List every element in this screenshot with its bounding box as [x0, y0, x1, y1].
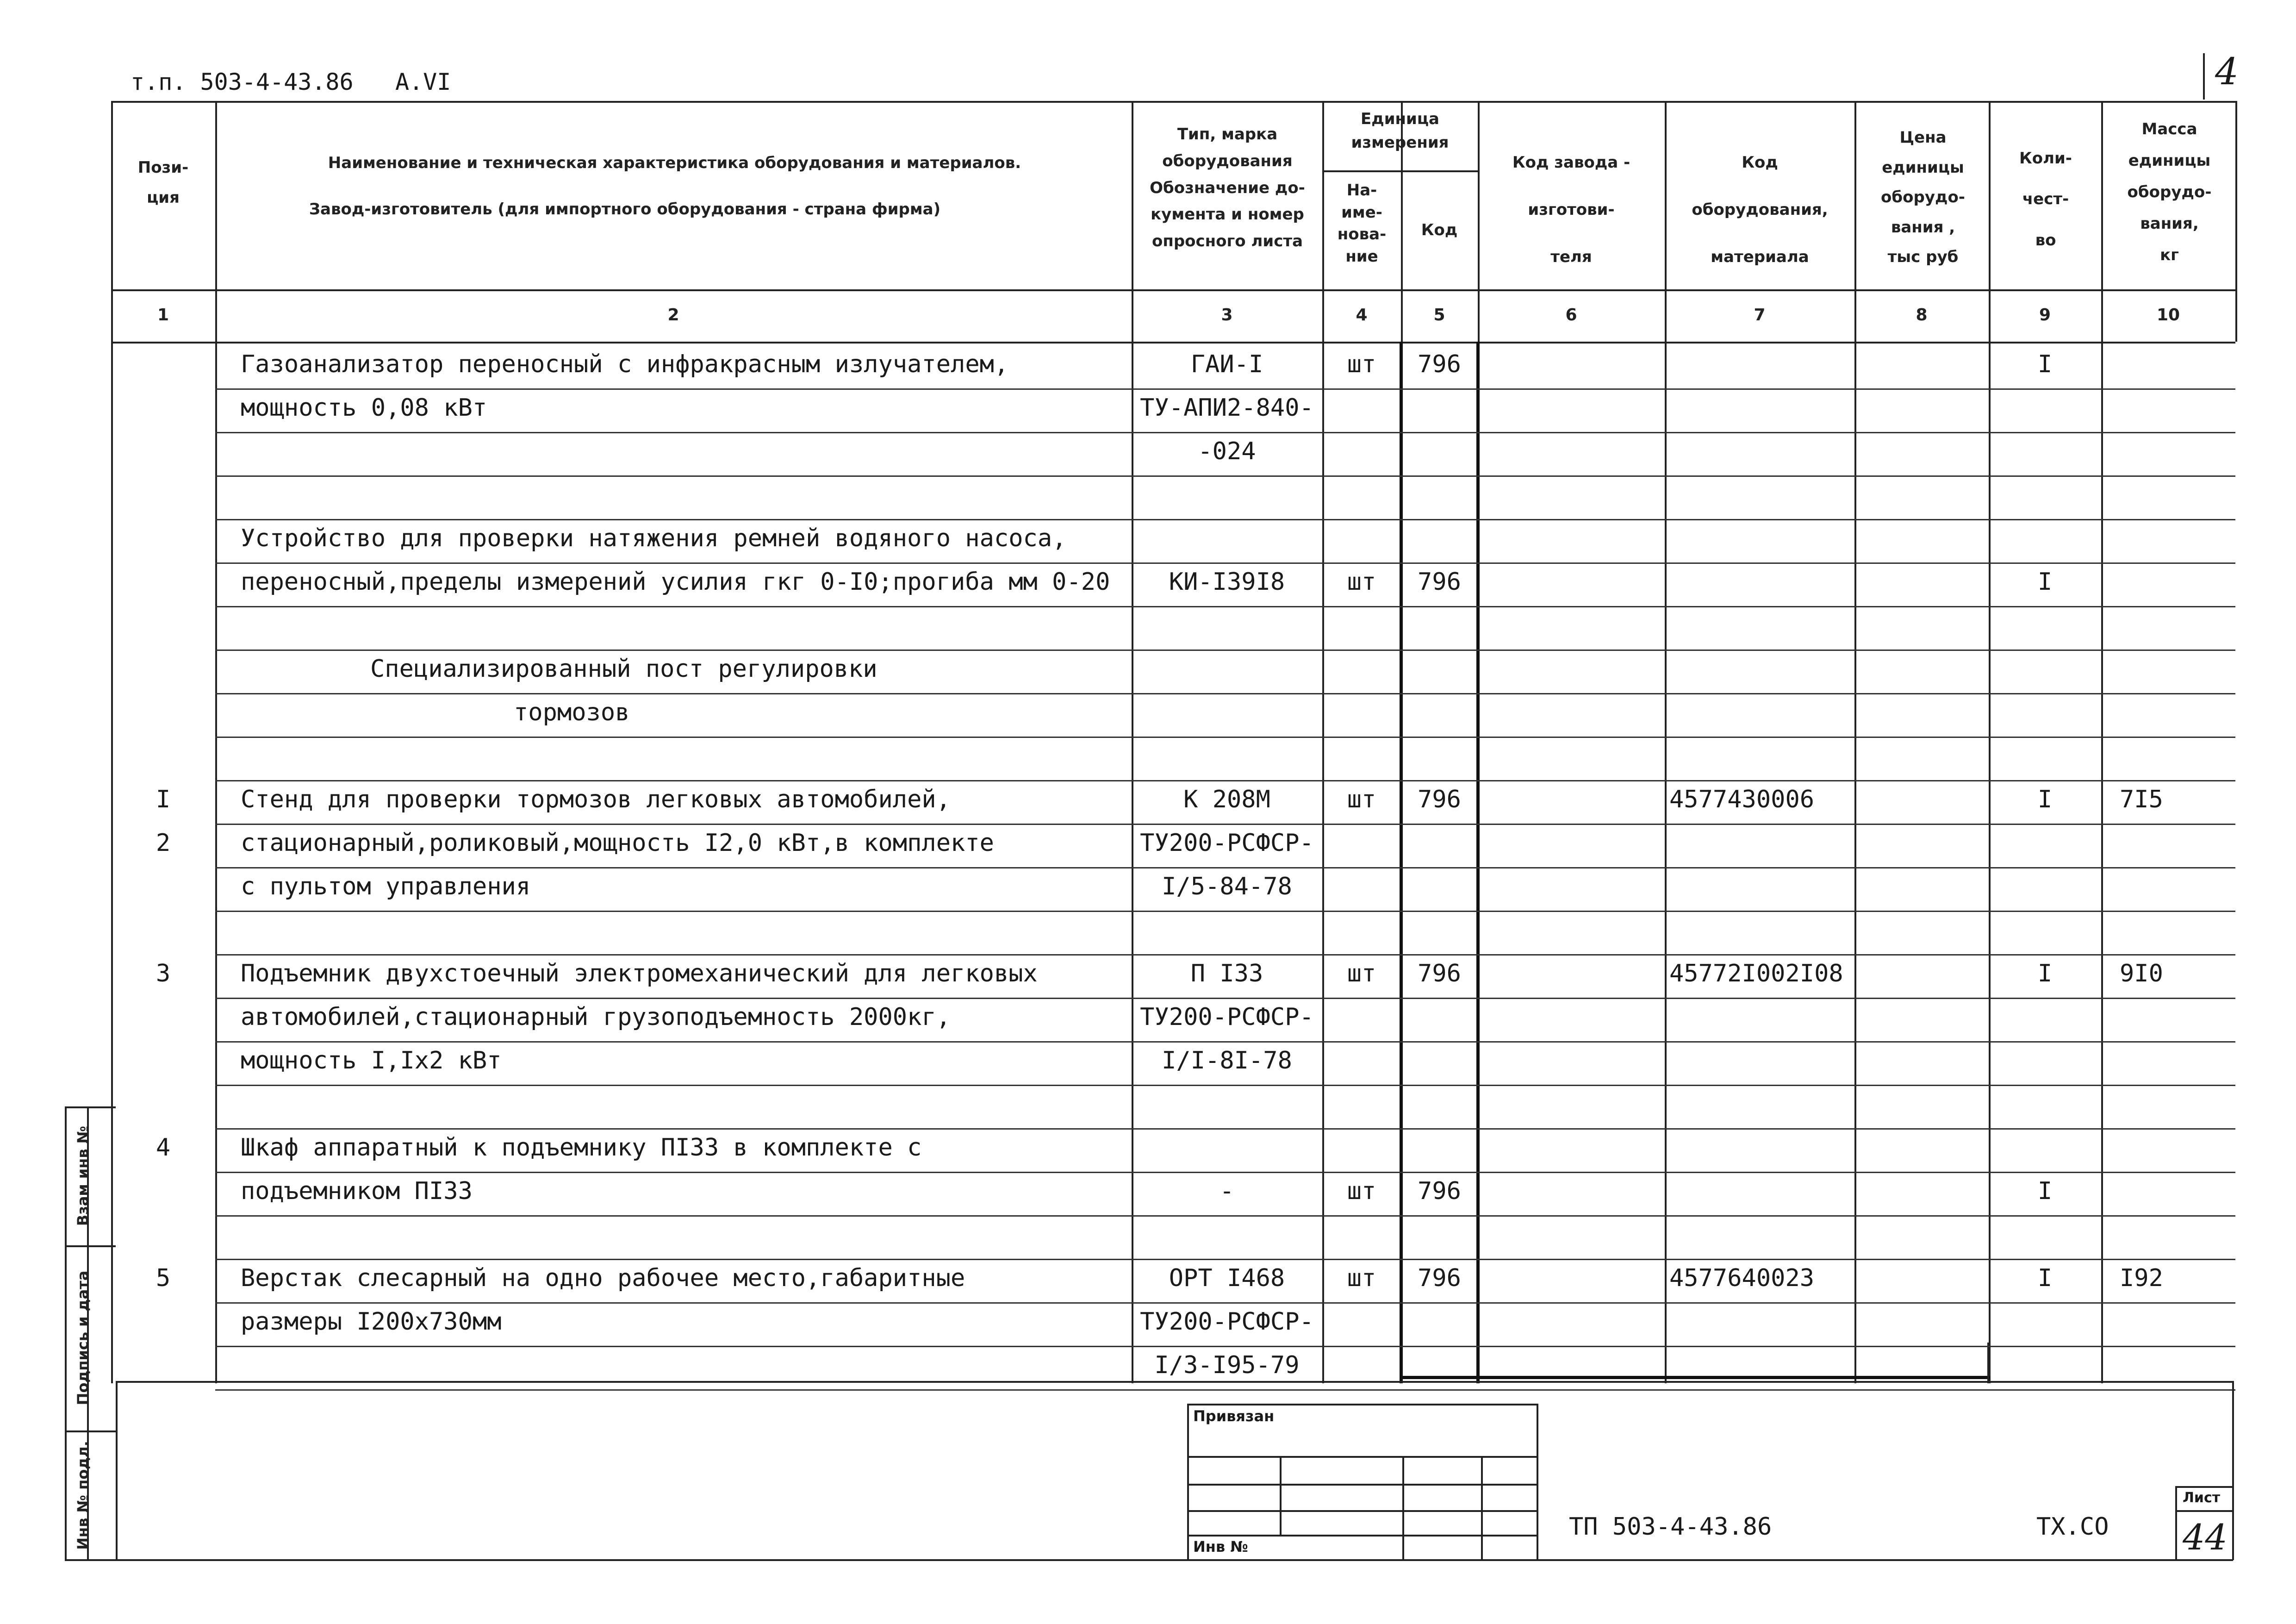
- row-quantity: I: [2037, 786, 2053, 813]
- row-quantity: I: [2037, 960, 2053, 987]
- table-row-rule: [215, 824, 2235, 825]
- document-reference: т.п. 503-4-43.86 А.VI: [131, 69, 451, 95]
- row-equipment-code: 4577640023: [1669, 1264, 1815, 1292]
- row-type: К 208М: [1183, 786, 1270, 813]
- table-row-rule: [215, 1041, 2235, 1043]
- stamp-divider-1: [65, 1245, 116, 1247]
- column-number-2: 2: [667, 306, 679, 325]
- unit-subheader-border: [1322, 170, 1478, 172]
- column-number-3: 3: [1221, 306, 1233, 325]
- column-number-6: 6: [1565, 306, 1577, 325]
- column-divider-6: [1665, 101, 1667, 1383]
- table-row-rule: [215, 1259, 2235, 1260]
- header-type: Тип, марка оборудования Обозначение до- кумента и номер опросного листа: [1150, 125, 1305, 251]
- table-row-rule: [215, 519, 2235, 520]
- column-divider-1: [215, 101, 217, 1383]
- header-bottom-border: [111, 289, 2235, 291]
- row-position: I: [156, 786, 171, 813]
- header-mass: Масса единицы оборудо- вания, кг: [2127, 120, 2212, 264]
- stamp-box-left: [1187, 1404, 1189, 1560]
- row-position: 3: [156, 960, 171, 987]
- table-top-border: [111, 101, 2235, 103]
- row-unit-code: 796: [1418, 568, 1461, 596]
- column-number-10: 10: [2156, 306, 2180, 325]
- stamp-box-line-1: [1187, 1456, 1538, 1458]
- doc-code: ТП 503-4-43.86: [1569, 1513, 1772, 1541]
- row-quantity: I: [2037, 350, 2053, 378]
- row-quantity: I: [2037, 1264, 2053, 1292]
- table-row-rule: [215, 780, 2235, 781]
- table-row-rule: [215, 1346, 2235, 1347]
- sheet-number: 44: [2183, 1517, 2228, 1558]
- row-type: I/5-84-78: [1162, 873, 1292, 900]
- column-number-8: 8: [1916, 306, 1928, 325]
- row-name: автомобилей,стационарный грузоподъемность 2000кг,: [241, 1003, 951, 1031]
- stamp-box-col-2: [1402, 1456, 1404, 1560]
- header-quantity: Коли- чест- во: [2019, 149, 2072, 250]
- stamp-column-top: [65, 1106, 116, 1108]
- row-name: Устройство для проверки натяжения ремней водяного насоса,: [241, 525, 1067, 552]
- row-type: ОРТ I468: [1169, 1264, 1285, 1292]
- row-type: П I33: [1190, 960, 1263, 987]
- row-unit-code: 796: [1418, 960, 1461, 987]
- stamp-box-col-3: [1481, 1456, 1483, 1560]
- table-row-rule: [215, 1085, 2235, 1086]
- stamp-replace-inv: Взам инв №: [74, 1125, 92, 1226]
- sheet-box-left: [2175, 1486, 2177, 1560]
- privyazan-label: Привязан: [1193, 1407, 1275, 1425]
- stamp-box-line-4: [1187, 1535, 1538, 1537]
- table-row-rule: [215, 1215, 2235, 1217]
- row-unit: шт: [1347, 1177, 1376, 1205]
- row-type: ТУ200-РСФСР-: [1140, 1003, 1314, 1031]
- title-block-left: [116, 1381, 118, 1560]
- table-row-rule: [215, 1389, 2235, 1391]
- column-divider-7: [1854, 101, 1856, 1383]
- sheet-box-top: [2175, 1486, 2233, 1488]
- row-position: 2: [156, 829, 171, 857]
- row-unit: шт: [1347, 786, 1376, 813]
- row-name: подъемником ПI33: [241, 1177, 473, 1205]
- stamp-box-top: [1187, 1404, 1538, 1405]
- body-bottom-rule: [1400, 1376, 1990, 1379]
- row-type: I/I-8I-78: [1162, 1047, 1292, 1074]
- table-row-rule: [215, 1172, 2235, 1173]
- corner-page-mark: 4: [2215, 50, 2239, 93]
- title-block-bottom: [116, 1559, 2233, 1561]
- title-block-right: [2232, 1381, 2234, 1560]
- row-quantity: I: [2037, 568, 2053, 596]
- row-unit-code: 796: [1418, 786, 1461, 813]
- row-equipment-code: 45772I002I08: [1669, 960, 1843, 987]
- sheet-label: Лист: [2183, 1490, 2221, 1506]
- row-type: I/3-I95-79: [1154, 1351, 1300, 1379]
- row-unit-code: 796: [1418, 350, 1461, 378]
- unit-code-right-rule: [1476, 342, 1480, 1383]
- row-name: Подъемник двухстоечный электромеханический для легковых: [241, 960, 1038, 987]
- row-unit: шт: [1347, 1264, 1376, 1292]
- table-row-rule: [215, 911, 2235, 912]
- row-name: Стенд для проверки тормозов легковых автомобилей,: [241, 786, 951, 813]
- row-unit: шт: [1347, 960, 1376, 987]
- row-name: с пультом управления: [241, 873, 531, 900]
- unit-code-left-rule: [1400, 342, 1403, 1383]
- header-name-line1: Наименование и техническая характеристика оборудования и материалов.: [328, 154, 1021, 172]
- table-row-rule: [215, 388, 2235, 390]
- header-name-line2: Завод-изготовитель (для импортного оборудования - страна фирма): [309, 200, 941, 219]
- row-quantity: I: [2037, 1177, 2053, 1205]
- table-row-rule: [215, 954, 2235, 956]
- column-number-7: 7: [1754, 306, 1766, 325]
- table-row-rule: [215, 1302, 2235, 1304]
- row-name: Верстак слесарный на одно рабочее место,габаритные: [241, 1264, 965, 1292]
- header-unit-name: На- име- нова- ние: [1337, 181, 1387, 266]
- column-number-9: 9: [2039, 306, 2051, 325]
- row-type: ТУ200-РСФСР-: [1140, 829, 1314, 857]
- column-divider-9: [2101, 101, 2103, 1383]
- table-row-rule: [215, 562, 2235, 564]
- row-name: Газоанализатор переносный с инфракрасным излучателем,: [241, 350, 1009, 378]
- row-position: 4: [156, 1134, 171, 1162]
- table-row-rule: [215, 606, 2235, 607]
- row-mass: I92: [2120, 1264, 2163, 1292]
- row-type: КИ-I39I8: [1169, 568, 1285, 596]
- table-row-rule: [215, 475, 2235, 477]
- column-number-4: 4: [1356, 306, 1368, 325]
- corner-mark-rule: [2203, 53, 2205, 100]
- row-name: стационарный,роликовый,мощность I2,0 кВт,в комплекте: [241, 829, 994, 857]
- stamp-sign-date: Подпись и дата: [74, 1270, 92, 1405]
- table-row-rule: [215, 1128, 2235, 1130]
- stamp-column-left: [65, 1106, 67, 1560]
- row-name: тормозов: [514, 699, 630, 726]
- table-left-border: [111, 101, 113, 1383]
- table-row-rule: [215, 693, 2235, 694]
- stamp-box-line-3: [1187, 1510, 1538, 1512]
- header-plant-code: Код завода - изготови- теля: [1512, 153, 1630, 266]
- row-name: мощность I,Iх2 кВт: [241, 1047, 502, 1074]
- qty-rule-end: [1987, 1343, 1989, 1383]
- table-row-rule: [215, 867, 2235, 868]
- stamp-box-right: [1537, 1404, 1538, 1560]
- header-unit: Единица измерения: [1351, 110, 1449, 152]
- header-price: Цена единицы оборудо- вания , тыс руб: [1881, 128, 1965, 267]
- column-numbers-bottom-border: [111, 342, 2235, 344]
- table-row-rule: [215, 998, 2235, 999]
- sheet-box-mid: [2175, 1510, 2233, 1512]
- column-number-5: 5: [1433, 306, 1445, 325]
- header-unit-code: Код: [1421, 221, 1458, 239]
- row-name: Специализированный пост регулировки: [370, 655, 877, 683]
- row-name: Шкаф аппаратный к подъемнику ПI33 в комплекте с: [241, 1134, 922, 1162]
- row-mass: 9I0: [2120, 960, 2163, 987]
- column-number-1: 1: [157, 306, 169, 325]
- title-block-top: [116, 1381, 2233, 1383]
- row-type: ТУ-АПИ2-840-: [1140, 394, 1314, 422]
- row-unit: шт: [1347, 350, 1376, 378]
- stamp-inv-no: Инв № подл.: [74, 1441, 92, 1550]
- header-equipment-code: Код оборудования, материала: [1692, 153, 1828, 266]
- inv-no-label: Инв №: [1193, 1538, 1248, 1555]
- row-type: -024: [1198, 437, 1256, 465]
- row-equipment-code: 4577430006: [1669, 786, 1815, 813]
- row-unit-code: 796: [1418, 1264, 1461, 1292]
- row-type: -: [1220, 1177, 1234, 1205]
- row-mass: 7I5: [2120, 786, 2163, 813]
- row-name: мощность 0,08 кВт: [241, 394, 487, 422]
- row-type: ТУ200-РСФСР-: [1140, 1308, 1314, 1336]
- header-position: Пози- ция: [137, 158, 189, 207]
- stamp-box-col-1: [1280, 1456, 1282, 1535]
- stamp-box-line-2: [1187, 1484, 1538, 1486]
- table-row-rule: [215, 432, 2235, 433]
- row-name: размеры I200х730мм: [241, 1308, 502, 1336]
- row-unit: шт: [1347, 568, 1376, 596]
- row-unit-code: 796: [1418, 1177, 1461, 1205]
- table-row-rule: [215, 737, 2235, 738]
- row-position: 5: [156, 1264, 171, 1292]
- table-row-rule: [215, 650, 2235, 651]
- row-type: ГАИ-I: [1190, 350, 1263, 378]
- section-code: ТХ.СО: [2036, 1513, 2109, 1541]
- row-name: переносный,пределы измерений усилия гкг 0-I0;прогиба мм 0-20: [241, 568, 1110, 596]
